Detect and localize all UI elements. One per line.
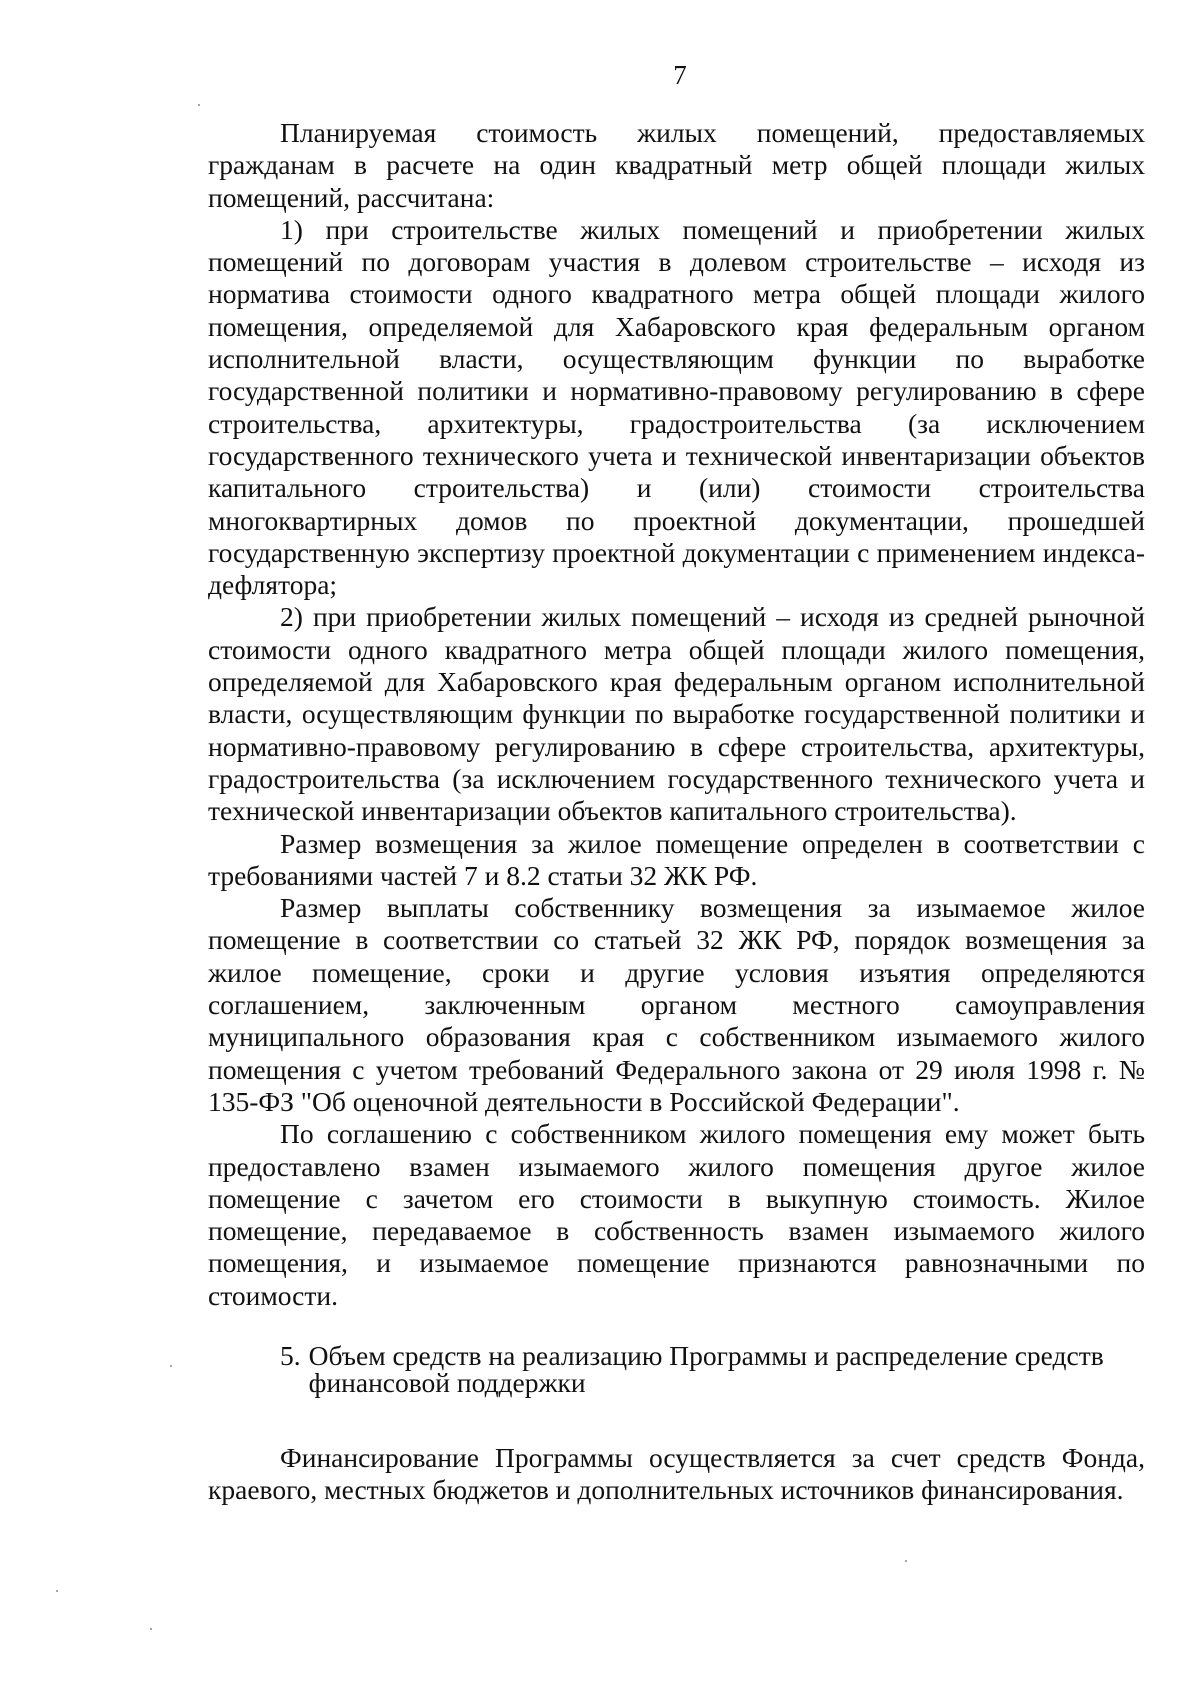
page-number: 7 [673,60,687,90]
paragraph-financing: Финансирование Программы осуществляется за счет средств Фонда, краевого, местных бюджетов и дополнительных источников финансирования. [208,1441,1145,1506]
section-title: Объем средств на реализацию Программы и распределение средств финансовой поддержки [308,1339,1104,1398]
scan-speck [170,1365,172,1367]
scan-speck [198,104,200,106]
paragraph-item-1-construction: 1) при строительстве жилых помещений и приобретении жилых помещений по договорам участия в долевом строительстве – исходя из норматива стоимости одного квадратного метра общей площади жилого помещения, определяемой для Хабаровского края федеральным органом исполнительной власти, осуществляющим функции по выработке государственной политики и нормативно-правовому регулированию в сфере строительства, архитектуры, градостроительства (за исключением государственного технического учета и технической инвентаризации объектов капитального строительства) и (или) стоимости строительства многоквартирных домов по проектной документации, прошедшей государственную экспертизу проектной документации с применением индекса-дефлятора; [208,213,1145,601]
section-number: 5. [280,1339,301,1371]
section-heading [208,1339,1145,1398]
paragraph-owner-agreement: По соглашению с собственником жилого помещения ему может быть предоставлено взамен изымаемого жилого помещения другое жилое помещение с зачетом его стоимости в выкупную стоимость. Жилое помещение, передаваемое в собственность взамен изымаемого жилого помещения, и изымаемое помещение признаются равнозначными по стоимости. [208,1118,1145,1311]
scan-speck [150,1628,152,1630]
paragraph-item-2-acquisition: 2) при приобретении жилых помещений – исходя из средней рыночной стоимости одного квадратного метра общей площади жилого помещения, определяемой для Хабаровского края федеральным органом исполнительной власти, осуществляющим функции по выработке государственной политики и нормативно-правовому регулированию в сфере строительства, архитектуры, градостроительства (за исключением государственного технического учета и технической инвентаризации объектов капитального строительства). [208,601,1145,827]
paragraph-payment-to-owner: Размер выплаты собственнику возмещения за изымаемое жилое помещение в соответствии со статьей 32 ЖК РФ, порядок возмещения за жилое помещение, сроки и другие условия изъятия определяются соглашением, заключенным органом местного самоуправления муниципального образования края с собственником изымаемого жилого помещения с учетом требований Федерального закона от 29 июля 1998 г. № 135-ФЗ "Об оценочной деятельности в Российской Федерации". [208,892,1145,1117]
document-body [208,117,1145,1507]
scan-speck [56,1590,58,1592]
paragraph-compensation-size: Размер возмещения за жилое помещение определен в соответствии с требованиями частей 7 и 8.2 статьи 32 ЖК РФ. [208,827,1145,891]
scan-speck [905,1560,907,1562]
paragraph-planned-cost: Планируемая стоимость жилых помещений, предоставляемых гражданам в расчете на один квадратный метр общей площади жилых помещений, рассчитана: [208,117,1145,213]
